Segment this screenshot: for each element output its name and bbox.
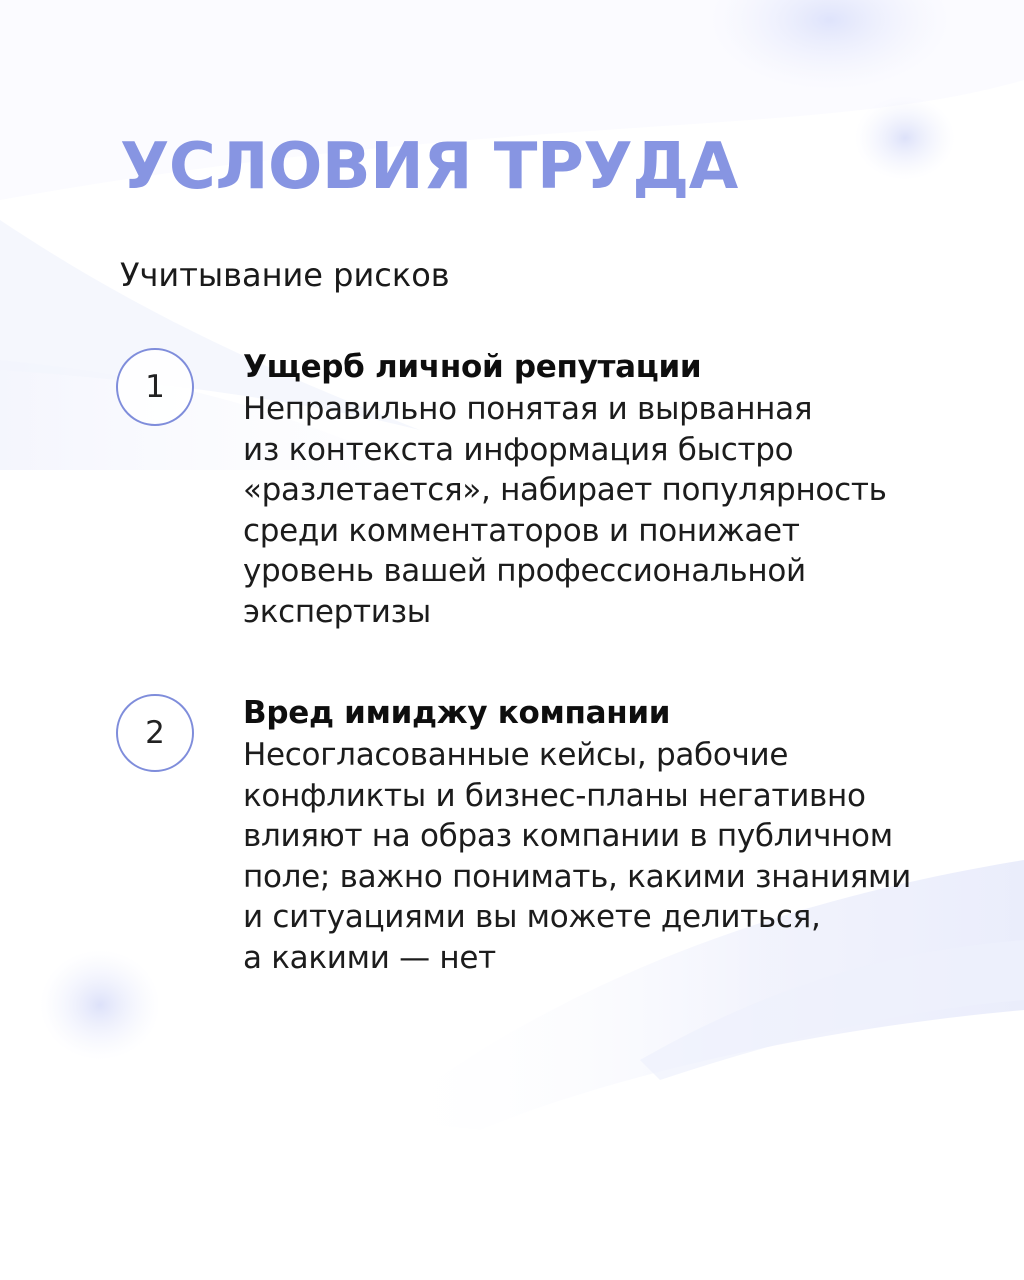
item-text-line: Неправильно понятая и вырванная <box>243 391 813 427</box>
item-heading: Вред имиджу компании <box>243 695 671 731</box>
item-text-line: Несогласованные кейсы, рабочие <box>243 737 789 773</box>
item-text-line: влияют на образ компании в публичном <box>243 818 893 854</box>
item-text-line: поле; важно понимать, какими знаниями <box>243 858 911 895</box>
item-text-line: конфликты и бизнес-планы негативно <box>243 777 866 814</box>
item-text-line: среди комментаторов и понижает <box>243 512 800 549</box>
item-text-line: из контекста информация быстро <box>243 431 794 468</box>
item-text-line: и ситуациями вы можете делиться, <box>243 899 821 935</box>
page-title: УСЛОВИЯ ТРУДА <box>120 130 738 204</box>
item-text <box>243 346 963 632</box>
item-text-line: уровень вашей профессиональной <box>243 553 806 589</box>
page-subtitle: Учитывание рисков <box>120 256 450 294</box>
item-text-line: «разлетается», набирает популярность <box>243 472 887 508</box>
item-heading: Ущерб личной репутации <box>243 349 702 385</box>
number-badge: 2 <box>116 694 194 772</box>
item-text-line: а какими — нет <box>243 939 496 976</box>
item-text-line: экспертизы <box>243 593 431 630</box>
number-badge: 1 <box>116 348 194 426</box>
item-text <box>243 692 963 978</box>
